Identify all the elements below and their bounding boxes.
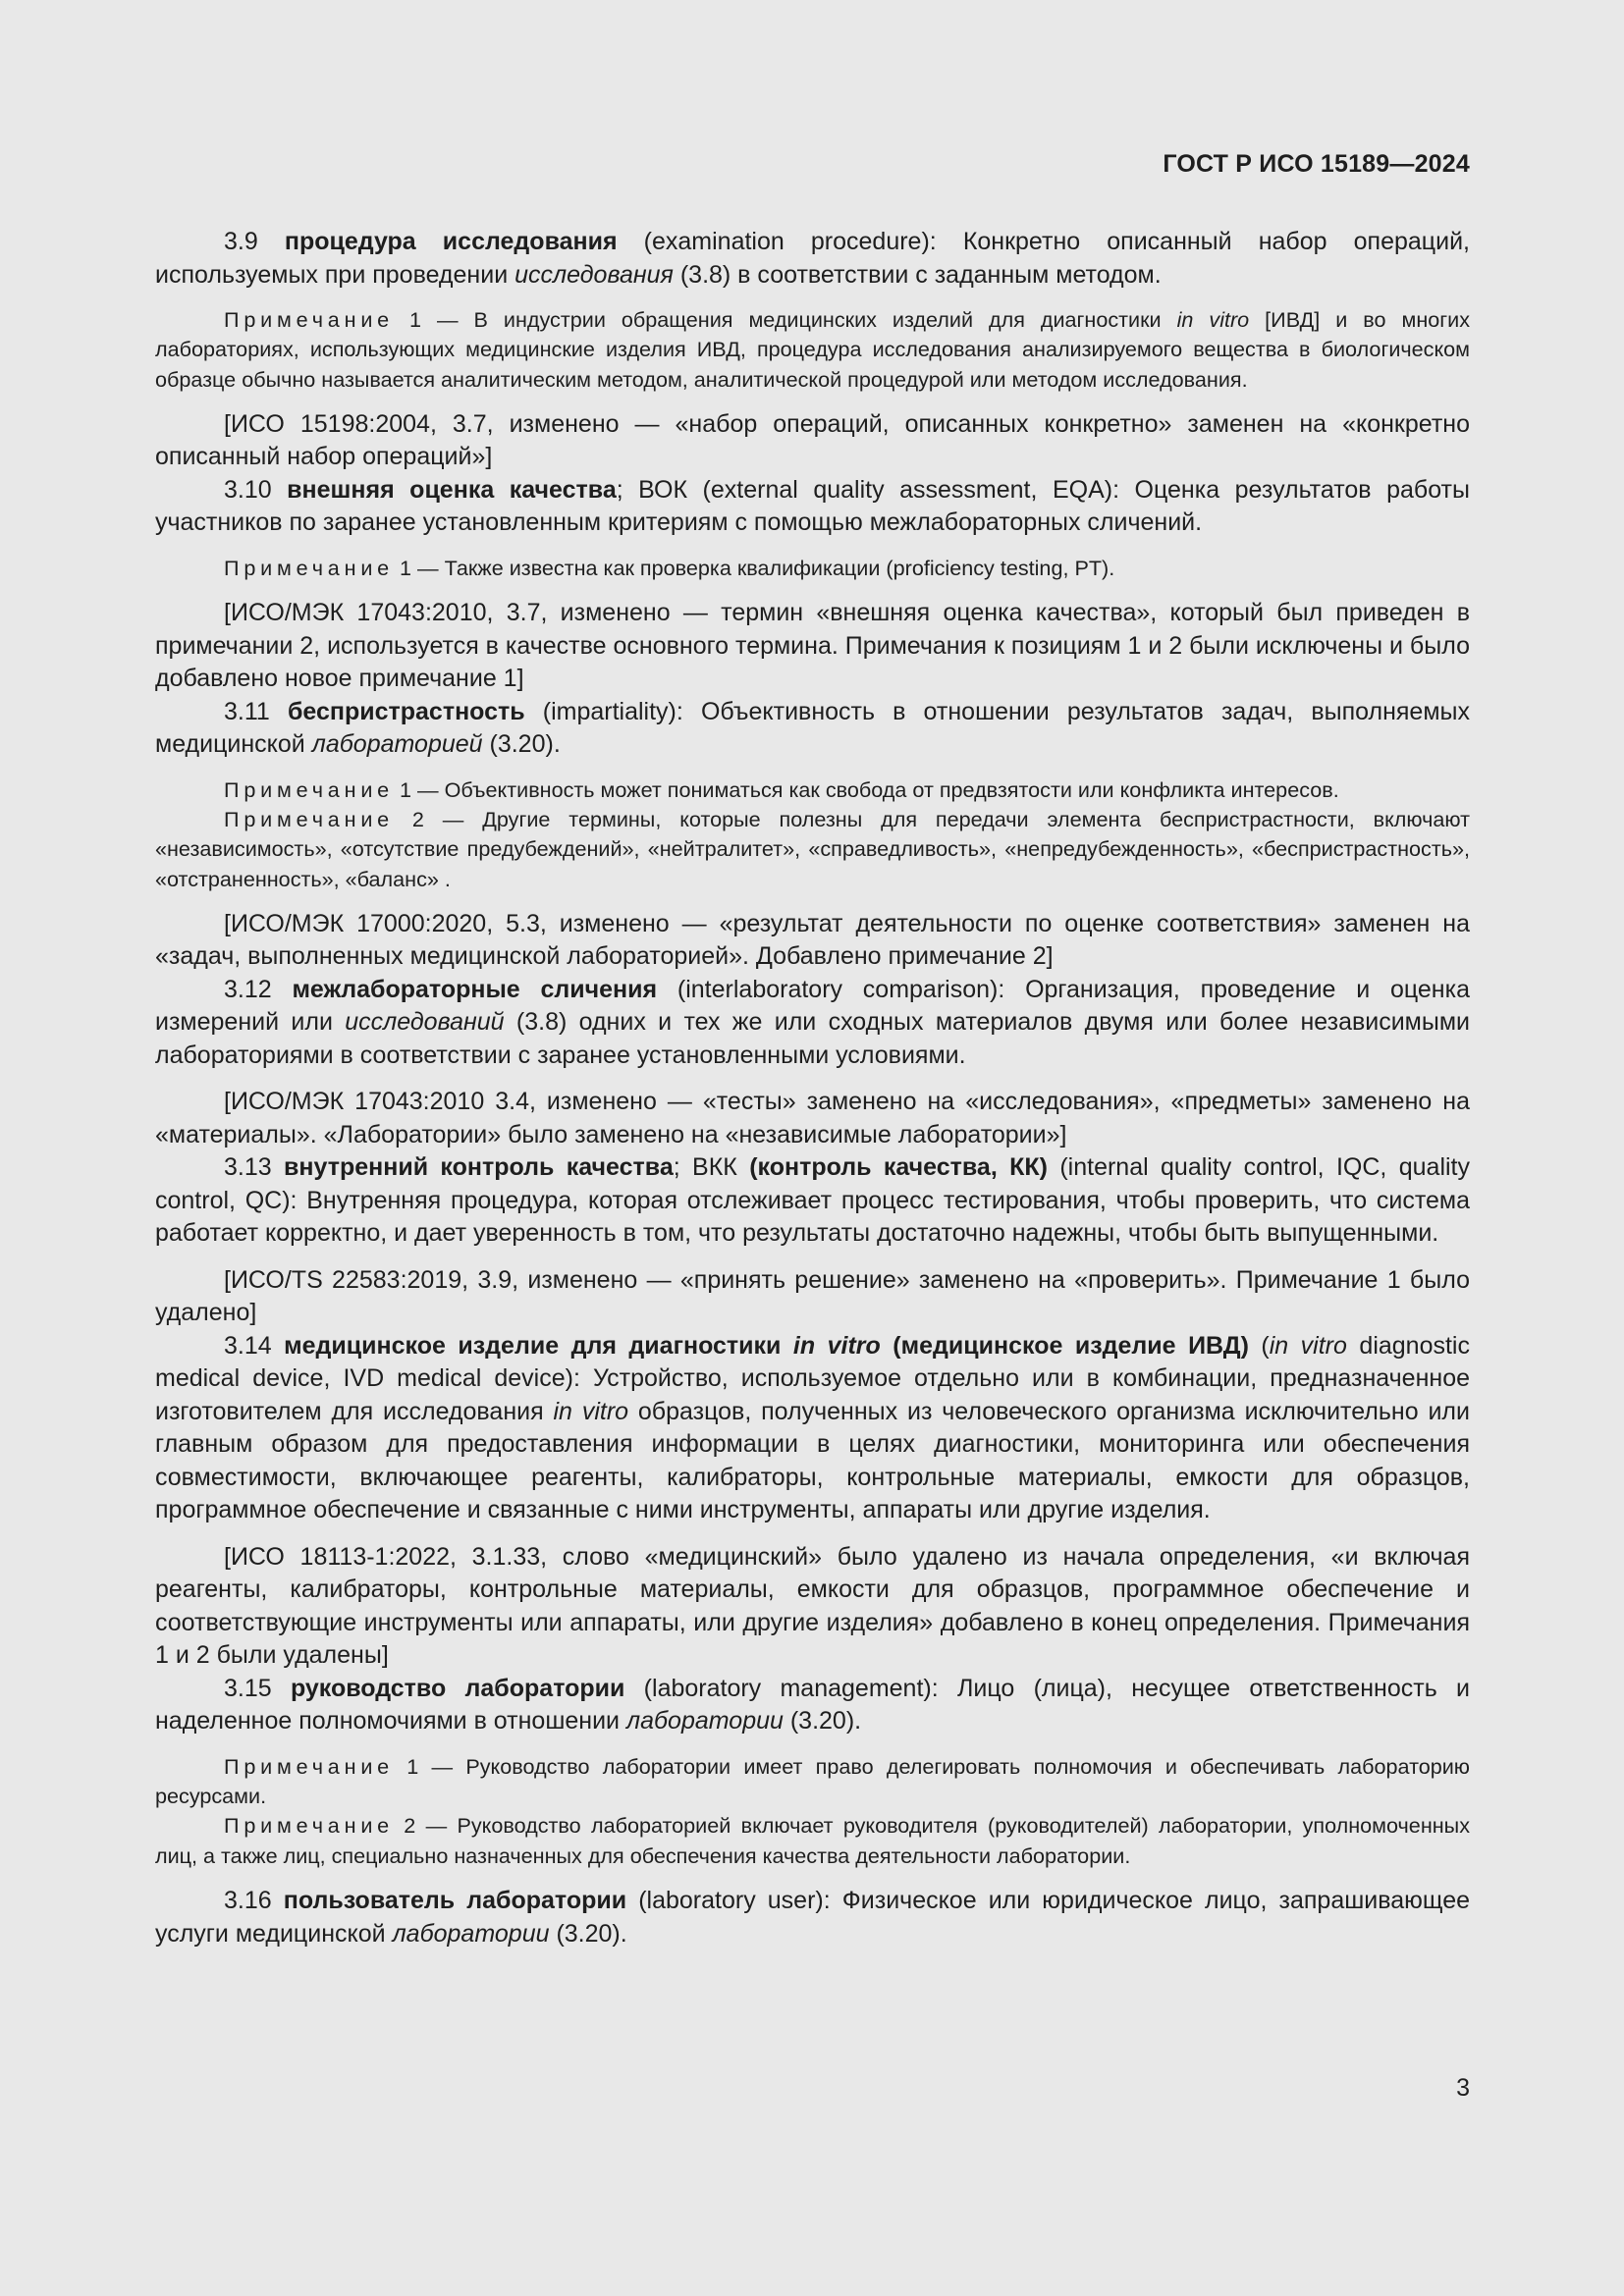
note-paragraph [155,305,1470,395]
text-segment: (3.20). [549,1919,627,1948]
term-reference: in vitro [553,1397,629,1425]
text-segment: (internal quality control, IQC, quality control, QC): Внутренняя процедура, которая отслеживает процесс тестирования, чтобы проверить, что система работает корректно, и дает уверенность в том, что результаты достаточно надежны, чтобы быть выпущенными. [155,1153,1471,1248]
term-reference: in vitro [1176,307,1250,332]
note-paragraph [155,1811,1470,1871]
text-segment: 3.10 [224,475,288,504]
term-reference: исследования [514,260,674,289]
term-reference: лаборатории [625,1707,784,1735]
text-segment: ; ВОК (external quality assessment, EQA): Оценка результатов работы участников по заранее установленным критериям с помощью межлабораторных сличений. [155,475,1470,537]
text-segment: 1 — Руководство лаборатории имеет право делегировать полномочия и обеспечивать лабораторию ресурсами. [155,1753,1470,1809]
term-name: межлабораторные сличения [292,975,658,1003]
text-segment: (3.8) в соответствии с заданным методом. [673,260,1162,289]
term-name: внешняя оценка качества [287,475,617,504]
text-segment: ; ВКК [673,1153,750,1182]
text-segment: образцов, полученных из человеческого организма исключительно или главным образом для предоставления информации в целях диагностики, мониторинга или обеспечения совместимости, включающее реагенты, калибраторы, контрольные материалы, емкости для образцов, программное обеспечение и связанные с ними инструменты, аппараты или другие изделия. [155,1397,1470,1524]
text-segment: (examination procedure): Конкретно описанный набор операций, используемых при проведении [155,228,1470,289]
term-definition [155,1151,1470,1251]
note-label: Примечание [224,776,394,802]
text-segment: [ИВД] и во многих лабораториях, использующих медицинские изделия ИВД, процедура исследования анализируемого вещества в биологическом образце обычно называется аналитическим методом, аналитической процедурой или методом исследования. [155,307,1471,392]
term-reference: in vitro [1269,1331,1347,1360]
term-definition [155,1673,1470,1738]
note-label: Примечание [224,1753,394,1779]
term-definition [155,974,1470,1073]
text-segment: (laboratory user): Физическое или юридическое лицо, запрашивающее услуги медицинской [155,1887,1471,1948]
term-definition [155,696,1470,762]
text-segment: (3.20). [783,1707,862,1735]
source-reference [155,1086,1470,1151]
text-segment: 3.15 [224,1674,291,1702]
term-name: беспристрастность [287,697,525,725]
term-definition [155,1885,1470,1950]
term-reference: исследований [345,1008,505,1037]
page-number: 3 [1456,2074,1470,2102]
term-reference: лаборатории [392,1919,550,1948]
term-name: руководство лаборатории [290,1674,625,1702]
text-segment: [ИСО/МЭК 17043:2010 3.4, изменено — «тесты» заменено на «исследования», «предметы» заменено на «материалы». «Лаборатории» было заменено на «независимые лаборатории»] [155,1088,1470,1148]
text-segment: [ИСО/МЭК 17000:2020, 5.3, изменено — «результат деятельности по оценке соответствия» заменен на «задач, выполненных медицинской лабораторией». Добавлено примечание 2] [155,909,1470,971]
note-paragraph [155,775,1470,805]
text-segment: 1 — В индустрии обращения медицинских изделий для диагностики [394,307,1177,332]
note-paragraph [155,554,1470,583]
term-name: пользователь лаборатории [283,1887,627,1915]
note-label: Примечание [224,555,394,580]
source-reference [155,1264,1470,1330]
note-label: Примечание [224,806,394,831]
text-segment: (laboratory management): Лицо (лица), несущее ответственность и наделенное полномочиями в отношении [155,1674,1470,1735]
text-segment: (impartiality): Объективность в отношении результатов задач, выполняемых медицинской [155,697,1470,759]
term-definition [155,474,1470,540]
source-reference [155,597,1470,696]
term-definition [155,226,1470,292]
term-name: in vitro [792,1331,881,1360]
note-paragraph [155,805,1470,894]
document-body [155,226,1470,1950]
text-segment: 3.9 [224,228,285,255]
text-segment: [ИСО/МЭК 17043:2010, 3.7, изменено — термин «внешняя оценка качества», который был приведен в примечании 2, используется в качестве основного термина. Примечания к позициям 1 и 2 были исключены и было добавлено новое примечание 1] [155,599,1470,693]
text-segment: [ИСО 18113-1:2022, 3.1.33, слово «медицинский» было удалено из начала определения, «и включая реагенты, калибраторы, контрольные материалы, емкости для образцов, программное обеспечение и соответствующие инструменты или аппараты, или другие изделия» добавлено в конец определения. Примечания 1 и 2 были удалены] [155,1542,1470,1670]
text-segment: 3.13 [224,1153,285,1182]
term-definition [155,1330,1470,1527]
text-segment: 3.16 [224,1887,284,1915]
term-name: медицинское изделие для диагностики [284,1331,793,1360]
text-segment: diagnostic medical device, IVD medical device): Устройство, используемое отдельно или в комбинации, предназначенное изготовителем для исследования [155,1331,1470,1425]
term-name: процедура исследования [284,228,618,255]
source-reference [155,908,1470,974]
text-segment: 3.11 [224,697,288,725]
source-reference [155,408,1470,474]
term-name: внутренний контроль качества [284,1153,674,1182]
term-reference: лабораторией [311,730,483,759]
note-paragraph [155,1752,1470,1812]
text-segment: 2 — Руководство лабораторией включает руководителя (руководителей) лаборатории, уполномоченных лиц, а также лиц, специально назначенных для обеспечения качества деятельности лаборатории. [155,1813,1470,1868]
text-segment: [ИСО/TS 22583:2019, 3.9, изменено — «принять решение» заменено на «проверить». Примечание 1 было удалено] [155,1265,1470,1327]
text-segment: (3.8) одних и тех же или сходных материалов двумя или более независимыми лабораториями в соответствии с заранее установленными условиями. [155,1008,1470,1069]
note-label: Примечание [224,307,394,332]
note-label: Примечание [224,1813,394,1839]
text-segment: (3.20). [482,730,561,759]
term-name: (контроль качества, КК) [749,1153,1048,1182]
text-segment: 2 — Другие термины, которые полезны для передачи элемента беспристрастности, включают «независимость», «отсутствие предубеждений», «нейтралитет», «справедливость», «непредубежденность», «беспристрастность», «отстраненность», «баланс» . [155,806,1470,891]
text-segment: 1 — Также известна как проверка квалификации (proficiency testing, PT). [394,555,1115,580]
text-segment: ( [1248,1331,1270,1360]
term-name: (медицинское изделие ИВД) [880,1331,1249,1360]
text-segment: 3.12 [224,975,293,1003]
source-reference [155,1541,1470,1673]
text-segment: 1 — Объективность может пониматься как свобода от предвзятости или конфликта интересов. [394,776,1339,802]
text-segment: [ИСО 15198:2004, 3.7, изменено — «набор операций, описанных конкретно» заменен на «конкретно описанный набор операций»] [155,409,1470,471]
document-header: ГОСТ Р ИСО 15189—2024 [1163,150,1470,178]
text-segment: (interlaboratory comparison): Организация, проведение и оценка измерений или [155,975,1470,1037]
text-segment: 3.14 [224,1331,285,1360]
